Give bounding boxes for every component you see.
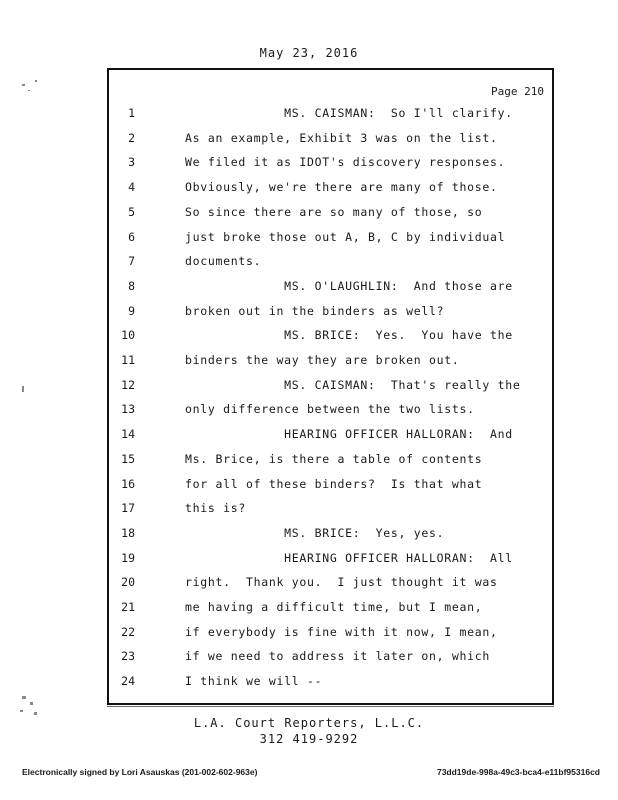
line-number: 22	[121, 624, 135, 639]
line-number: 16	[121, 476, 135, 491]
line-number: 24	[121, 674, 135, 689]
line-number: 7	[128, 254, 135, 269]
line-number: 18	[121, 525, 135, 540]
transcript-line: if everybody is fine with it now, I mean,	[185, 624, 498, 639]
scan-speck	[30, 702, 33, 705]
transcript-line: HEARING OFFICER HALLORAN: All	[185, 550, 513, 565]
transcript-line: binders the way they are broken out.	[185, 353, 460, 367]
transcript-line: this is?	[185, 501, 246, 516]
transcript-line: MS. O'LAUGHLIN: And those are	[185, 278, 513, 293]
transcript-line: broken out in the binders as well?	[185, 303, 445, 318]
scan-speck	[20, 710, 23, 712]
line-number: 8	[128, 278, 135, 293]
reporter-phone: 312 419-9292	[259, 732, 359, 746]
line-number: 12	[121, 377, 135, 392]
line-number: 1	[128, 106, 135, 120]
line-number: 13	[121, 402, 135, 417]
line-number: 11	[121, 353, 135, 367]
transcript-line: So since there are so many of those, so	[185, 204, 483, 219]
transcript-line: Ms. Brice, is there a table of contents	[185, 451, 483, 466]
scan-speck	[34, 712, 37, 715]
line-number: 3	[128, 155, 135, 170]
transcript-line: only difference between the two lists.	[185, 402, 475, 417]
line-number: 2	[128, 130, 135, 145]
transcript-line: if we need to address it later on, which	[185, 649, 490, 664]
line-number: 20	[121, 575, 135, 590]
reporter-name: L.A. Court Reporters, L.L.C.	[193, 716, 425, 730]
line-number: 17	[121, 501, 135, 516]
transcript-line: I think we will --	[185, 674, 323, 689]
line-number: 23	[121, 649, 135, 664]
document-hash: 73dd19de-998a-49c3-bca4-e11bf95316cd	[436, 767, 600, 777]
transcript-line: documents.	[185, 254, 262, 269]
transcript-line: MS. BRICE: Yes. You have the	[185, 328, 513, 343]
frame-bottom-shadow	[107, 706, 554, 710]
transcript-line: As an example, Exhibit 3 was on the list.	[185, 130, 498, 145]
page-number: Page 210	[491, 85, 544, 98]
line-number: 5	[128, 204, 135, 219]
line-number: 10	[121, 328, 135, 343]
transcript-line: right. Thank you. I just thought it was	[185, 575, 498, 590]
transcript-line: just broke those out A, B, C by individual	[185, 229, 506, 244]
transcript-line: We filed it as IDOT's discovery responses.	[185, 155, 506, 170]
transcript-date: May 23, 2016	[259, 46, 359, 60]
transcript-line: Obviously, we're there are many of those.	[185, 180, 498, 195]
scan-speck	[22, 696, 26, 699]
transcript-line: HEARING OFFICER HALLORAN: And	[185, 427, 513, 442]
line-number: 21	[121, 600, 135, 614]
transcript-line: MS. CAISMAN: So I'll clarify.	[185, 106, 513, 120]
scan-speck	[35, 80, 37, 82]
line-number: 9	[128, 303, 135, 318]
line-number: 15	[121, 451, 135, 466]
scan-speck	[22, 84, 25, 86]
line-number: 6	[128, 229, 135, 244]
line-number: 4	[128, 180, 135, 195]
scan-speck	[22, 386, 24, 392]
transcript-line: MS. BRICE: Yes, yes.	[185, 525, 445, 540]
line-number: 14	[121, 427, 135, 442]
electronic-signature: Electronically signed by Lori Asauskas (201-002-602-963e)	[22, 767, 258, 777]
transcript-line: me having a difficult time, but I mean,	[185, 600, 483, 614]
transcript-line: MS. CAISMAN: That's really the	[185, 377, 521, 392]
line-number: 19	[121, 550, 135, 565]
scan-speck	[28, 90, 30, 91]
transcript-line: for all of these binders? Is that what	[185, 476, 483, 491]
